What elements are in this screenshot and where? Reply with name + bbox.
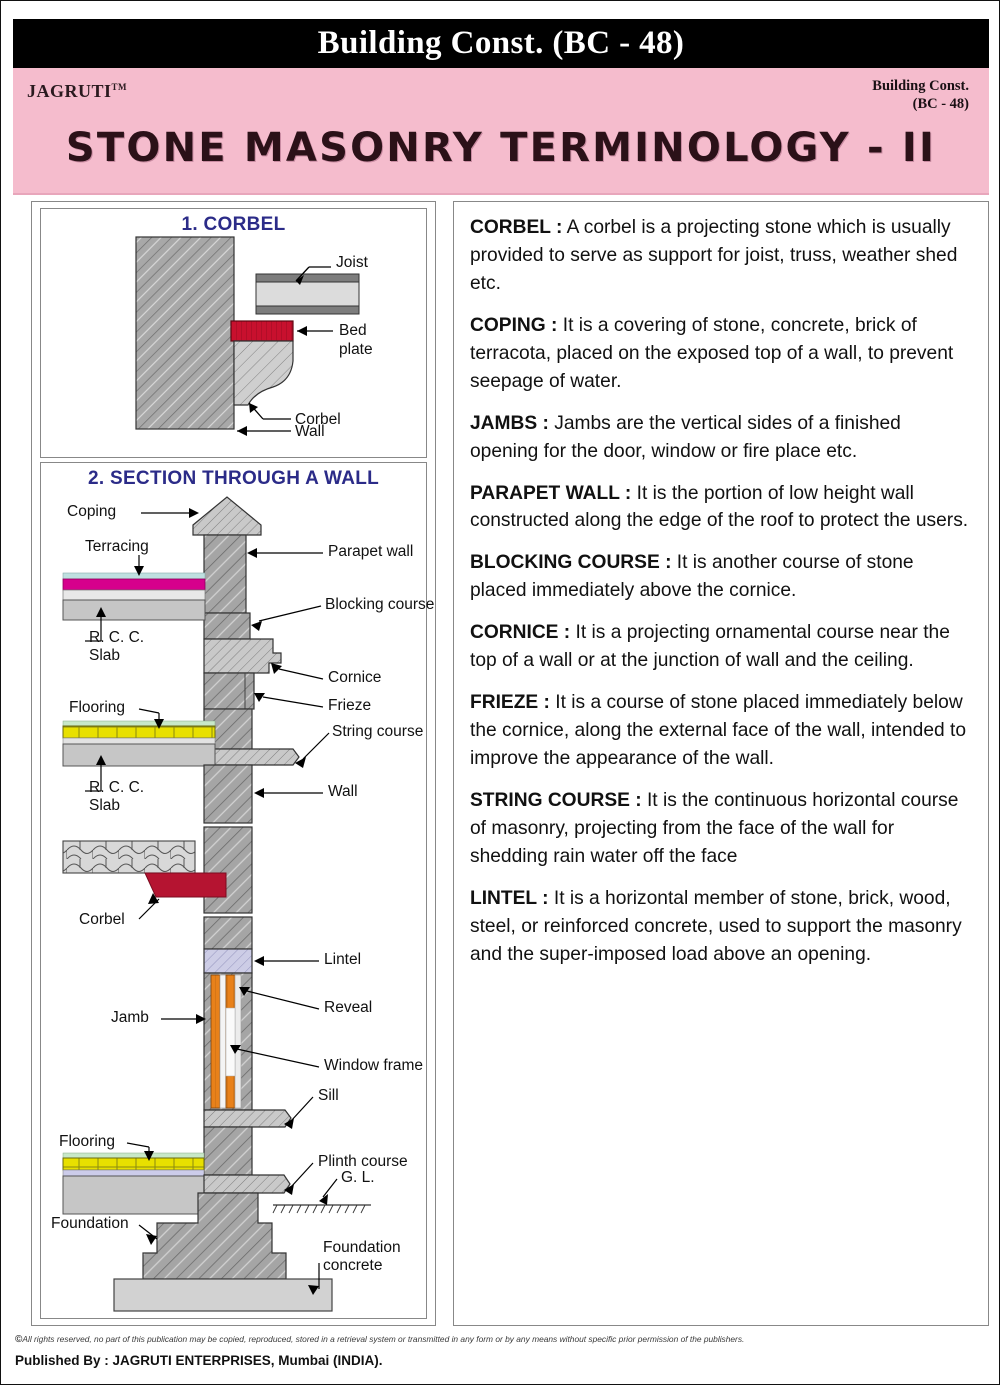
definitions-column <box>453 201 989 1326</box>
label-reveal: Reveal <box>324 999 373 1016</box>
label-rcc-slab-top-line1: R. C. C. <box>89 629 145 646</box>
definition-text: It is a covering of stone, concrete, brick of terracota, placed on the exposed top of a wall, to prevent seepage of water. <box>470 314 954 392</box>
label-rcc-slab-mid-line1: R. C. C. <box>89 779 145 796</box>
label-foundation-concrete-line1: Foundation <box>323 1239 401 1256</box>
label-flooring-bottom: Flooring <box>59 1133 115 1150</box>
definition-item <box>470 689 974 773</box>
definition-text: It is the portion of low height wall constructed along the edge of the roof to protect the users. <box>470 482 969 532</box>
definition-item <box>470 619 974 675</box>
definition-term: PARAPET WALL : <box>470 482 632 504</box>
brand-name: JAGRUTI <box>27 81 112 101</box>
brand-logo <box>27 81 127 102</box>
label-window-frame: Window frame <box>324 1057 424 1074</box>
panel-corbel-title: 1. CORBEL <box>181 214 286 235</box>
panel-wall-section <box>40 462 435 1319</box>
label-foundation-concrete-line2: concrete <box>323 1257 383 1274</box>
label-terracing: Terracing <box>85 538 149 555</box>
label-frieze: Frieze <box>328 697 372 714</box>
label-joist: Joist <box>336 254 368 271</box>
label-bed-plate-line1: Bed <box>339 322 367 339</box>
definition-item <box>470 480 974 536</box>
label-corbel: Corbel <box>295 411 341 428</box>
definition-term: JAMBS : <box>470 412 549 434</box>
definition-term: CORNICE : <box>470 622 571 644</box>
label-blocking-course: Blocking course <box>325 596 435 613</box>
corner-code <box>872 78 969 113</box>
panel-wall-section-title: 2. SECTION THROUGH A WALL <box>87 468 380 489</box>
publisher-line: Published By : JAGRUTI ENTERPRISES, Mumbai (INDIA). <box>15 1353 383 1368</box>
label-sill: Sill <box>318 1087 339 1104</box>
definition-item <box>470 214 974 298</box>
definition-text: A corbel is a projecting stone which is usually provided to serve as support for joist, truss, weather shed etc. <box>470 217 958 294</box>
trademark-mark: TM <box>111 82 128 92</box>
definition-item <box>470 410 974 466</box>
wall-section-diagram <box>41 463 428 1320</box>
label-flooring-top: Flooring <box>69 699 125 716</box>
definition-text: It is a course of stone placed immediately below the cornice, along the external face of the wall, intended to improve the appearance of the wall. <box>470 692 966 769</box>
definition-term: COPING : <box>470 314 558 336</box>
label-foundation: Foundation <box>51 1215 129 1232</box>
label-lintel: Lintel <box>324 951 362 968</box>
corner-code-line2: (BC - 48) <box>912 95 969 112</box>
label-plinth-course: Plinth course <box>318 1153 408 1170</box>
label-wall: Wall <box>295 423 325 440</box>
definition-term: LINTEL : <box>470 887 549 909</box>
label-string-course: String course <box>332 723 424 740</box>
label-corbel: Corbel <box>79 911 125 928</box>
definition-term: CORBEL : <box>470 217 563 238</box>
header-band <box>13 68 989 195</box>
definition-text: It is another course of stone placed immediately above the cornice. <box>470 552 914 602</box>
label-cornice: Cornice <box>328 669 382 686</box>
definition-item <box>470 549 974 605</box>
copyright-text: All rights reserved, no part of this publication may be copied, reproduced, stored in a retrieval system or transmitted in any form or by any means without specific prior permission of the publishers. <box>22 1334 745 1344</box>
definition-item <box>470 885 974 969</box>
copyright-notice <box>15 1334 985 1345</box>
definition-term: FRIEZE : <box>470 692 550 714</box>
label-ground-level: G. L. <box>341 1169 375 1186</box>
definition-item <box>470 312 974 396</box>
label-bed-plate-line2: plate <box>339 341 373 358</box>
label-rcc-slab-mid-line2: Slab <box>89 797 121 814</box>
corner-code-line1: Building Const. <box>872 78 969 94</box>
definition-term: STRING COURSE : <box>470 789 642 811</box>
definition-text: It is the continuous horizontal course of masonry, projecting from the face of the wall for shedding rain water off the face <box>470 789 959 867</box>
label-rcc-slab-top-line2: Slab <box>89 647 121 664</box>
definition-text: Jambs are the vertical sides of a finished opening for the door, window or fire place etc. <box>470 412 901 462</box>
definition-term: BLOCKING COURSE : <box>470 552 672 574</box>
title-bar <box>13 19 989 68</box>
subject-title: STONE MASONRY TERMINOLOGY - II <box>65 125 937 171</box>
diagram-column <box>31 201 436 1326</box>
label-jamb: Jamb <box>111 1009 149 1026</box>
copyright-icon: © <box>15 1334 23 1345</box>
corbel-diagram <box>41 209 428 459</box>
label-wall: Wall <box>328 783 358 800</box>
definition-text: It is a horizontal member of stone, brick, wood, steel, or reinforced concrete, used to support the masonry and the super-imposed load above an opening. <box>470 887 962 965</box>
label-parapet-wall: Parapet wall <box>328 543 414 560</box>
definition-text: It is a projecting ornamental course near the top of a wall or at the junction of wall and the ceiling. <box>470 622 950 672</box>
definition-item <box>470 787 974 871</box>
panel-corbel <box>40 208 427 458</box>
label-coping: Coping <box>67 503 117 520</box>
page-title: Building Const. (BC - 48) <box>317 25 685 61</box>
